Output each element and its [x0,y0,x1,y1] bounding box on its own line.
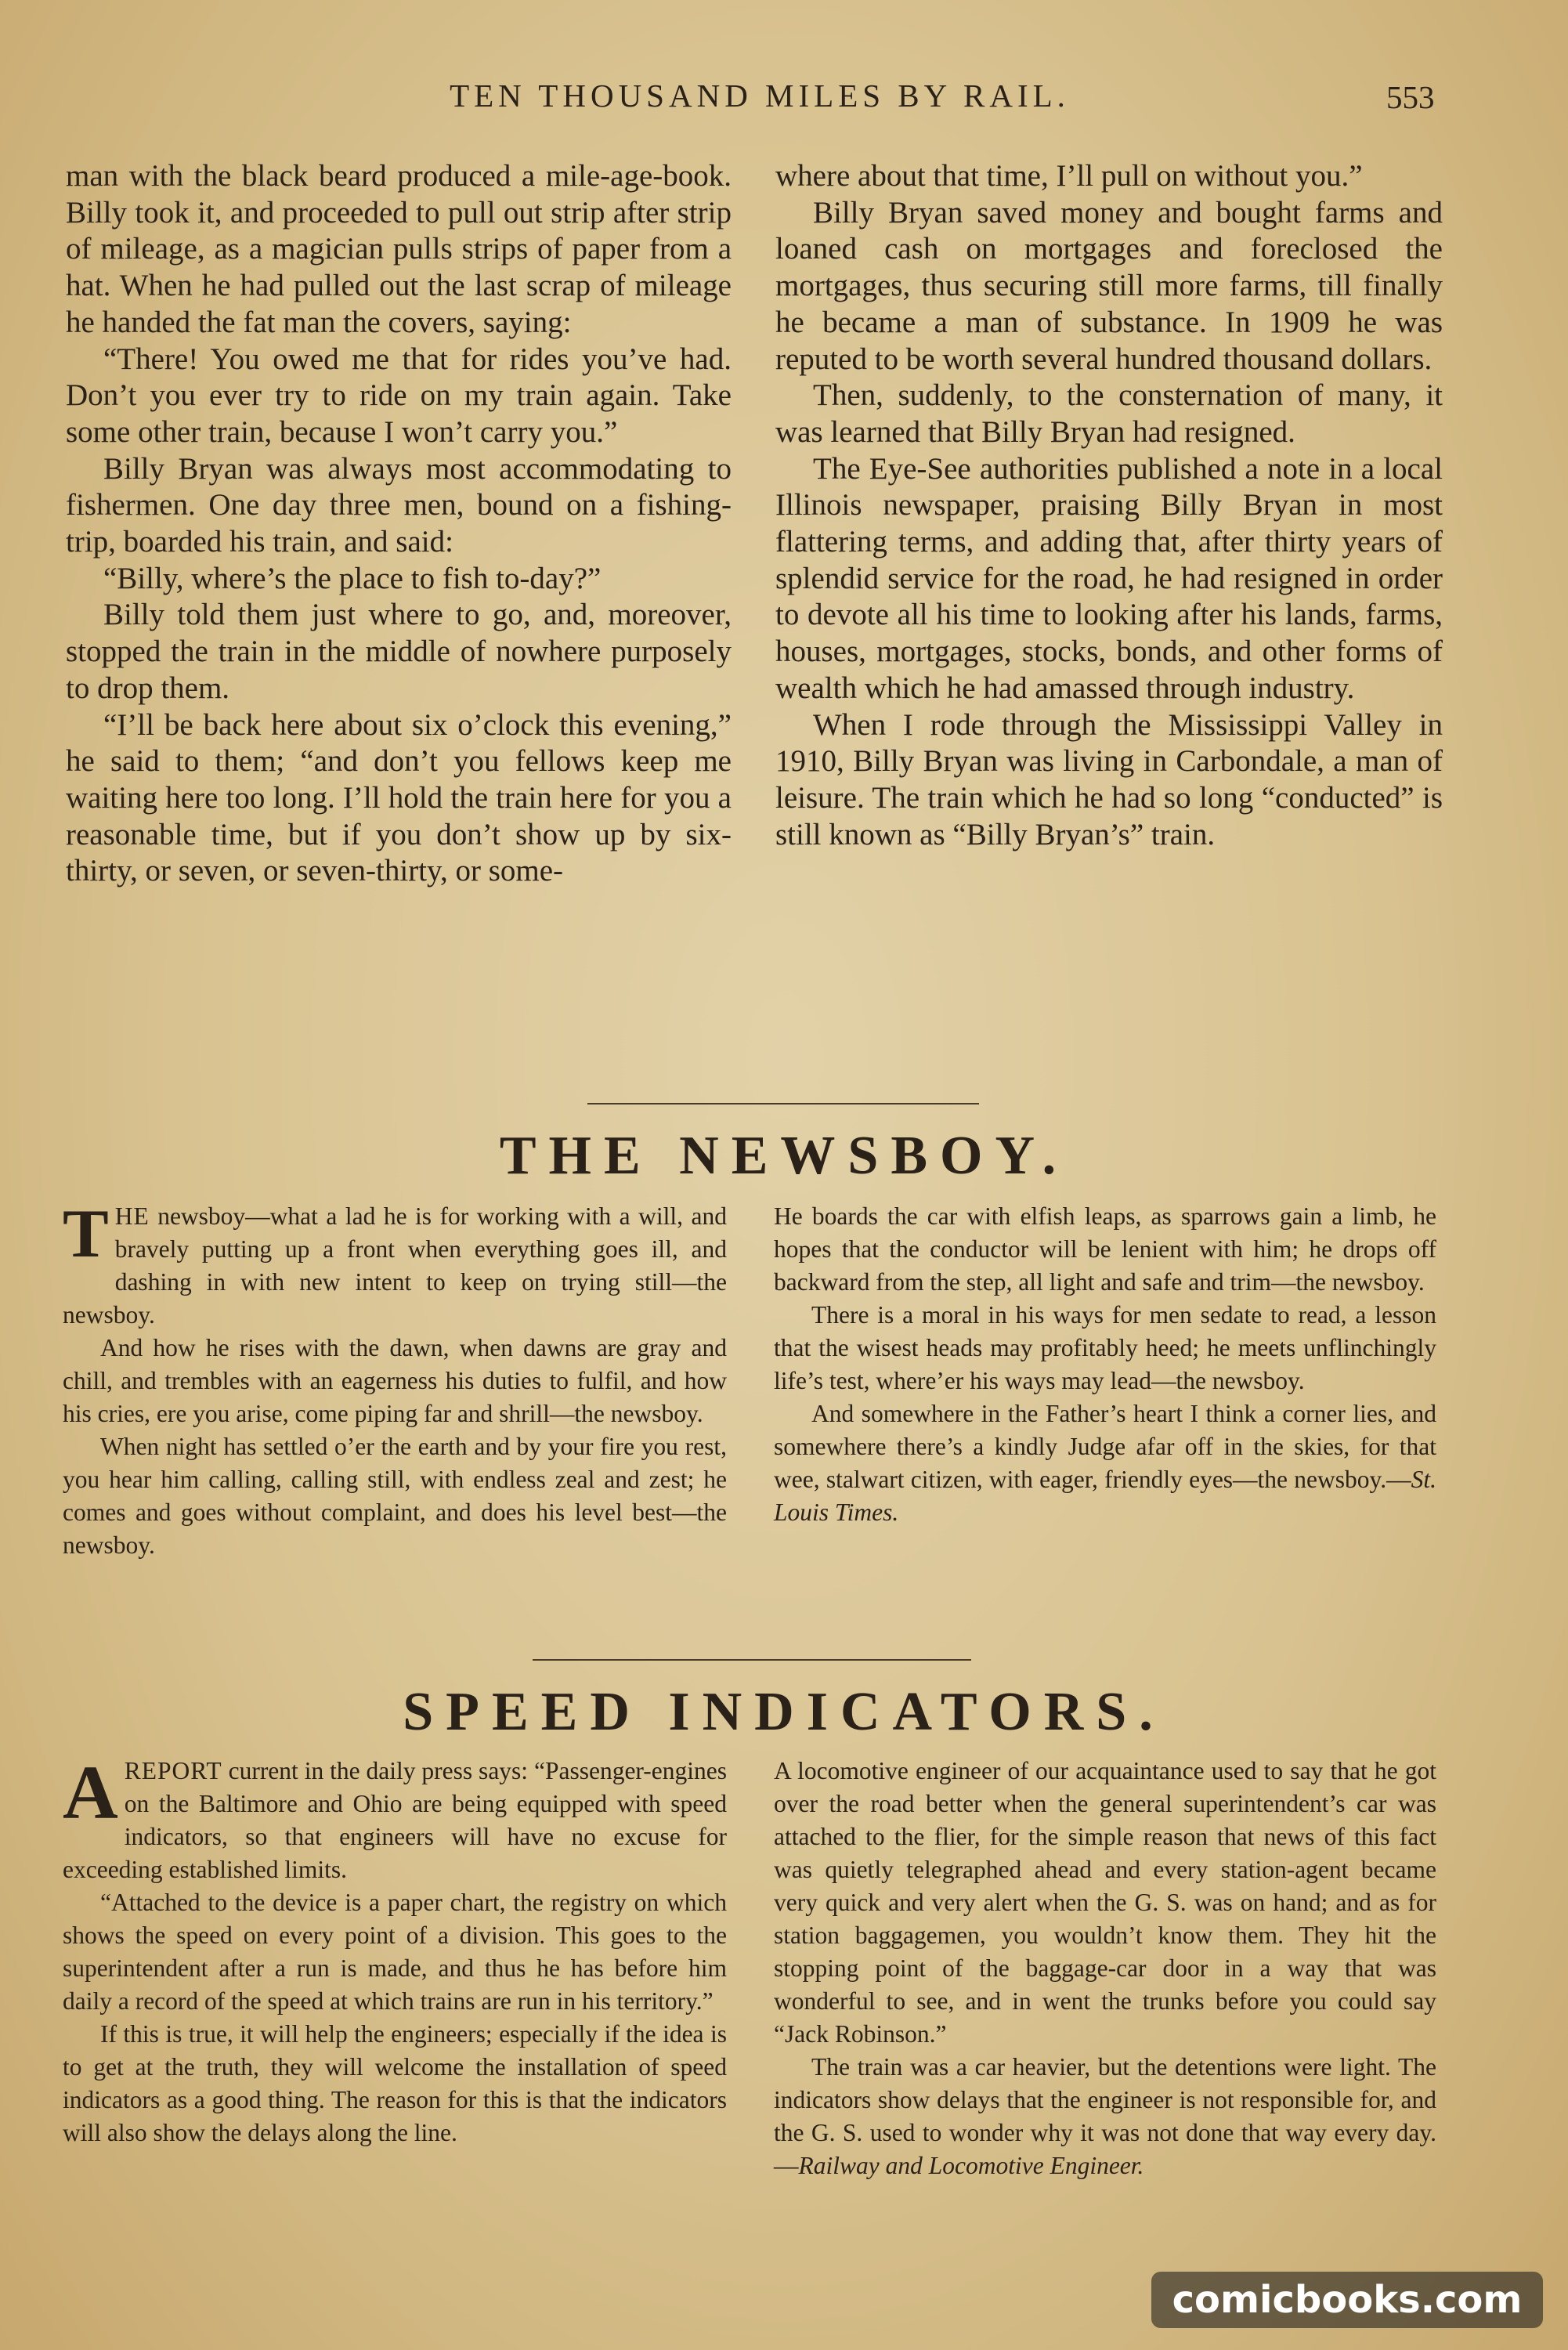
watermark-logo: comicbooks.com [1151,2272,1543,2328]
speed-right-column [774,1755,1436,2182]
paragraph: where about that time, I’ll pull on without you.” [775,159,1363,193]
article-right-column [775,158,1443,853]
paragraph: “Billy, where’s the place to fish to-day?” [103,561,602,595]
paragraph: And how he rises with the dawn, when dawns are gray and chill, and trembles with an eagerness his duties to fulfil, and how his cries, ere you arise, come piping far and shrill—the newsboy. [63,1334,727,1427]
paragraph [63,1196,727,1332]
paragraph: “Attached to the device is a paper chart, the registry on which shows the speed on every point of a division. This goes to the superintendent after a run is made, and thus he has before him daily a record of the speed at which trains are run in his territory.” [63,1889,727,2015]
paragraph: “There! You owed me that for rides you’ve had. Don’t you ever try to ride on my train again. Take some other train, because I won’t carry you.” [66,342,732,449]
paragraph: Billy Bryan was always most accommodating to fishermen. One day three men, bound on a fishing-trip, boarded his train, and said: [66,451,732,559]
paragraph: Billy told them just where to go, and, moreover, stopped the train in the middle of nowhere purposely to drop them. [66,598,732,705]
drop-cap: T [63,1196,109,1272]
newsboy-right-column [774,1200,1436,1529]
paragraph: If this is true, it will help the engineers; especially if the idea is to get at the truth, they will welcome the installation of speed indicators as a good thing. The reason for this is that the indicators will also show the delays along the line. [63,2020,727,2146]
paragraph: When I rode through the Mississippi Valley in 1910, Billy Bryan was living in Carbondale, a man of leisure. The train which he had so long “conducted” is still known as “Billy Bryan’s” train. [775,707,1443,851]
section-divider [533,1659,971,1661]
paragraph [63,1751,728,1886]
paragraph: He boards the car with elfish leaps, as sparrows gain a limb, he hopes that the conductor will be lenient with him; he drops off backward from the step, all light and safe and trim—the newsboy. [774,1202,1436,1296]
paragraph: There is a moral in his ways for men sedate to read, a lesson that the wisest heads may profitably heed; he meets unflinchingly life’s test, where’er his ways may lead—the newsboy. [774,1301,1436,1394]
paragraph: A locomotive engineer of our acquaintance used to say that he got over the road better when the general superintendent’s car was attached to the flier, for the simple reason that news of this fact was quietly telegraphed ahead and every station-agent became very quick and very alert when the G. S. was on hand; and as for station baggagemen, you wouldn’t know them. They hit the stopping point of the baggage-car door in a way that was wonderful to see, and in went the trunks before you could say “Jack Robinson.” [774,1757,1436,2048]
paragraph-text: newsboy—what a lad he is for working with a will, and bravely putting up a front when everything goes ill, and dashing in with new intent to keep on trying still—the newsboy. [63,1202,727,1329]
source-credit: Railway and Locomotive Engineer. [798,2152,1144,2179]
paragraph: Billy Bryan saved money and bought farms and loaned cash on mortgages and foreclosed the mortgages, thus securing still more farms, till finally he became a man of substance. In 1909 he was reputed to be worth several hundred thousand dollars. [775,195,1443,376]
article-left-column [66,158,732,890]
speed-indicators-title: SPEED INDICATORS. [403,1682,1165,1742]
paragraph: The Eye-See authorities published a note in a local Illinois newspaper, praising Billy Bryan in most flattering terms, and adding that, after thirty years of splendid service for the road, he had resigned in order to devote all his time to looking after his lands, farms, houses, mortgages, stocks, bonds, and other forms of wealth which he had amassed through industry. [775,451,1443,705]
paragraph [774,2051,1436,2182]
newsboy-title: THE NEWSBOY. [499,1126,1069,1186]
paragraph-text: The train was a car heavier, but the detentions were light. The indicators show delays that the engineer is not responsible for, and the G. S. used to wonder why it was not done that way every day.— [774,2053,1436,2179]
drop-cap: A [63,1751,118,1835]
section-divider [587,1103,979,1104]
paragraph: Then, suddenly, to the consternation of many, it was learned that Billy Bryan had resigned. [775,378,1443,449]
paragraph-text: current in the daily press says: “Passenger-engines on the Baltimore and Ohio are being equipped with speed indicators, so that engineers will have no excuse for exceeding established limits. [63,1757,728,1883]
first-word: HE [114,1202,150,1230]
paragraph-text: And somewhere in the Father’s heart I think a corner lies, and somewhere there’s a kindly Judge afar off in the skies, for that wee, stalwart citizen, with eager, friendly eyes—the newsboy.— [774,1400,1436,1493]
first-word: REPORT [124,1757,222,1784]
paragraph [774,1397,1436,1529]
speed-left-column [63,1751,728,2149]
page-number: 553 [1386,79,1435,115]
paragraph: man with the black beard produced a mile-age-book. Billy took it, and proceeded to pull out strip after strip of mileage, as a magician pulls strips of paper from a hat. When he had pulled out the last scrap of mileage he handed the fat man the covers, saying: [66,159,732,339]
running-head: TEN THOUSAND MILES BY RAIL. [450,78,1070,114]
source-credit: St. Louis Times. [774,1466,1436,1526]
newsboy-left-column [63,1196,727,1562]
paragraph: “I’ll be back here about six o’clock this evening,” he said to them; “and don’t you fellows keep me waiting here too long. I’ll hold the train here for you a reasonable time, but if you don’t show up by six-thirty, or seven, or seven-thirty, or some- [66,707,732,888]
paragraph: When night has settled o’er the earth and by your fire you rest, you hear him calling, calling still, with endless zeal and zest; he comes and goes without complaint, and does his level best—the newsboy. [63,1433,727,1559]
